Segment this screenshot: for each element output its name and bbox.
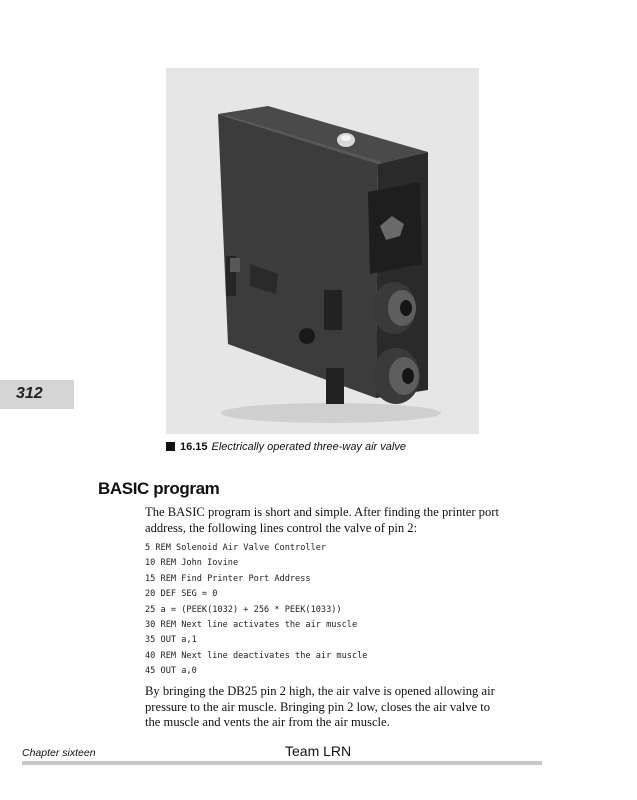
figure-number: 16.15 bbox=[180, 441, 208, 453]
figure-photo-air-valve bbox=[166, 68, 479, 434]
caption-bullet-icon bbox=[166, 442, 175, 451]
code-line: 20 DEF SEG = 0 bbox=[145, 589, 218, 600]
page-number: 312 bbox=[16, 385, 43, 402]
intro-paragraph: The BASIC program is short and simple. After finding the printer port address, the following lines control the valve of pin 2: bbox=[145, 505, 499, 535]
figure-caption bbox=[166, 441, 406, 453]
code-line: 45 OUT a,0 bbox=[145, 666, 197, 677]
code-line: 10 REM John Iovine bbox=[145, 558, 239, 569]
footer-team-label: Team LRN bbox=[285, 743, 352, 759]
footer-chapter-label: Chapter sixteen bbox=[22, 747, 96, 759]
code-line: 40 REM Next line deactivates the air muscle bbox=[145, 650, 368, 661]
code-line: 35 OUT a,1 bbox=[145, 635, 197, 646]
code-line: 30 REM Next line activates the air muscle bbox=[145, 619, 358, 630]
code-line: 25 a = (PEEK(1032) + 256 * PEEK(1033)) bbox=[145, 604, 342, 615]
code-listing bbox=[145, 541, 367, 680]
code-line: 5 REM Solenoid Air Valve Controller bbox=[145, 543, 327, 553]
page-number-tab bbox=[0, 380, 74, 409]
section-heading: BASIC program bbox=[98, 479, 220, 498]
figure-caption-text: Electrically operated three-way air valve bbox=[211, 441, 406, 453]
outro-paragraph: By bringing the DB25 pin 2 high, the air valve is opened allowing air pressure to the air muscle. Bringing pin 2 low, closes the air valve to the muscle and vents the air from the air muscle. bbox=[145, 684, 495, 729]
footer-divider bbox=[22, 761, 542, 765]
code-line: 15 REM Find Printer Port Address bbox=[145, 573, 311, 584]
